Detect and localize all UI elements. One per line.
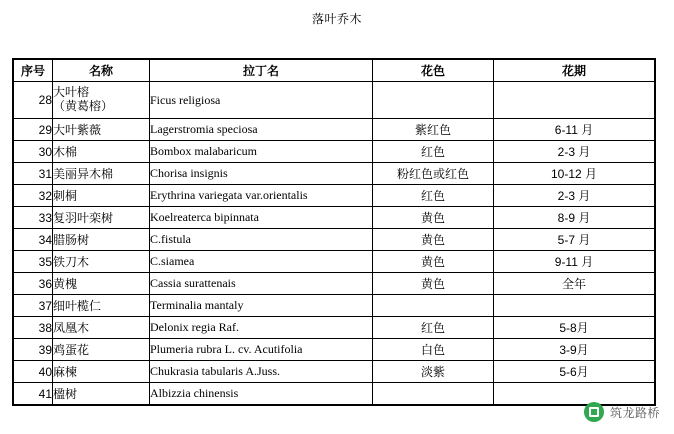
cell-flower-period: 10-12 月 (494, 163, 656, 185)
cell-no: 29 (13, 119, 53, 141)
cell-flower-color (373, 82, 494, 119)
brand-label: 筑龙路桥 (609, 405, 660, 420)
table-row (13, 251, 655, 273)
cell-latin: Bombox malabaricum (150, 141, 373, 163)
cell-flower-color: 红色 (373, 317, 494, 339)
cell-latin: Chorisa insignis (150, 163, 373, 185)
cell-name (53, 82, 150, 119)
cell-latin: Chukrasia tabularis A.Juss. (150, 361, 373, 383)
table-body (13, 82, 655, 406)
cell-latin: Erythrina variegata var.orientalis (150, 185, 373, 207)
cell-flower-color: 黄色 (373, 229, 494, 251)
cell-name: 楹树 (53, 383, 150, 406)
cell-flower-color: 红色 (373, 185, 494, 207)
cell-name: 细叶榄仁 (53, 295, 150, 317)
cell-flower-period: 8-9 月 (494, 207, 656, 229)
cell-flower-color (373, 383, 494, 406)
cell-name-line1: 大叶榕 (53, 85, 90, 100)
cell-no: 35 (13, 251, 53, 273)
cell-name: 刺桐 (53, 185, 150, 207)
cell-name: 大叶紫薇 (53, 119, 150, 141)
table-row (13, 207, 655, 229)
cell-no: 40 (13, 361, 53, 383)
table-row (13, 119, 655, 141)
cell-latin: Terminalia mantaly (150, 295, 373, 317)
cell-name: 复羽叶栾树 (53, 207, 150, 229)
table-header (13, 59, 655, 82)
cell-name: 木棉 (53, 141, 150, 163)
cell-latin: Ficus religiosa (150, 82, 373, 119)
column-header-name: 名称 (53, 59, 150, 82)
cell-latin: Albizzia chinensis (150, 383, 373, 406)
cell-latin: Lagerstromia speciosa (150, 119, 373, 141)
table-row (13, 141, 655, 163)
column-header-flower-color: 花色 (373, 59, 494, 82)
cell-name: 铁刀木 (53, 251, 150, 273)
cell-no: 30 (13, 141, 53, 163)
cell-latin: Koelreaterca bipinnata (150, 207, 373, 229)
cell-latin: Plumeria rubra L. cv. Acutifolia (150, 339, 373, 361)
table-row (13, 185, 655, 207)
cell-flower-period: 5-6月 (494, 361, 656, 383)
cell-name: 美丽异木棉 (53, 163, 150, 185)
cell-flower-color: 红色 (373, 141, 494, 163)
table-row (13, 339, 655, 361)
cell-flower-period: 5-7 月 (494, 229, 656, 251)
cell-name: 腊肠树 (53, 229, 150, 251)
cell-flower-color (373, 295, 494, 317)
cell-flower-color: 白色 (373, 339, 494, 361)
cell-name: 凤凰木 (53, 317, 150, 339)
column-header-no: 序号 (13, 59, 53, 82)
cell-flower-period: 6-11 月 (494, 119, 656, 141)
cell-latin: C.siamea (150, 251, 373, 273)
qr-badge-icon (584, 402, 604, 422)
cell-no: 33 (13, 207, 53, 229)
page-title: 落叶乔木 (311, 12, 362, 26)
cell-latin: Delonix regia Raf. (150, 317, 373, 339)
table-row (13, 273, 655, 295)
cell-flower-period: 9-11 月 (494, 251, 656, 273)
cell-latin: C.fistula (150, 229, 373, 251)
cell-flower-period (494, 295, 656, 317)
species-table (12, 58, 656, 406)
cell-flower-color: 紫红色 (373, 119, 494, 141)
cell-no: 31 (13, 163, 53, 185)
cell-no: 41 (13, 383, 53, 406)
cell-flower-period: 2-3 月 (494, 141, 656, 163)
cell-no: 36 (13, 273, 53, 295)
table-row (13, 163, 655, 185)
cell-flower-color: 黄色 (373, 273, 494, 295)
cell-flower-color: 淡紫 (373, 361, 494, 383)
table-row (13, 361, 655, 383)
cell-flower-color: 黄色 (373, 207, 494, 229)
table-row (13, 229, 655, 251)
cell-flower-period: 3-9月 (494, 339, 656, 361)
cell-no: 34 (13, 229, 53, 251)
table-row (13, 82, 655, 119)
cell-flower-period: 全年 (494, 273, 656, 295)
cell-flower-period: 2-3 月 (494, 185, 656, 207)
column-header-latin: 拉丁名 (150, 59, 373, 82)
cell-name: 麻楝 (53, 361, 150, 383)
table-row (13, 383, 655, 406)
cell-flower-period (494, 82, 656, 119)
cell-flower-color: 粉红色或红色 (373, 163, 494, 185)
cell-name: 黄槐 (53, 273, 150, 295)
cell-no: 32 (13, 185, 53, 207)
cell-no: 37 (13, 295, 53, 317)
cell-name-line2: （黄葛榕） (53, 99, 114, 113)
table-row (13, 317, 655, 339)
column-header-flower-period: 花期 (494, 59, 656, 82)
species-table-container (12, 58, 652, 406)
table-row (13, 295, 655, 317)
table-header-row (13, 59, 655, 82)
cell-flower-period: 5-8月 (494, 317, 656, 339)
cell-flower-color: 黄色 (373, 251, 494, 273)
cell-name: 鸡蛋花 (53, 339, 150, 361)
cell-no: 28 (13, 82, 53, 119)
cell-latin: Cassia surattenais (150, 273, 373, 295)
cell-no: 38 (13, 317, 53, 339)
footer-watermark (584, 402, 660, 422)
cell-no: 39 (13, 339, 53, 361)
